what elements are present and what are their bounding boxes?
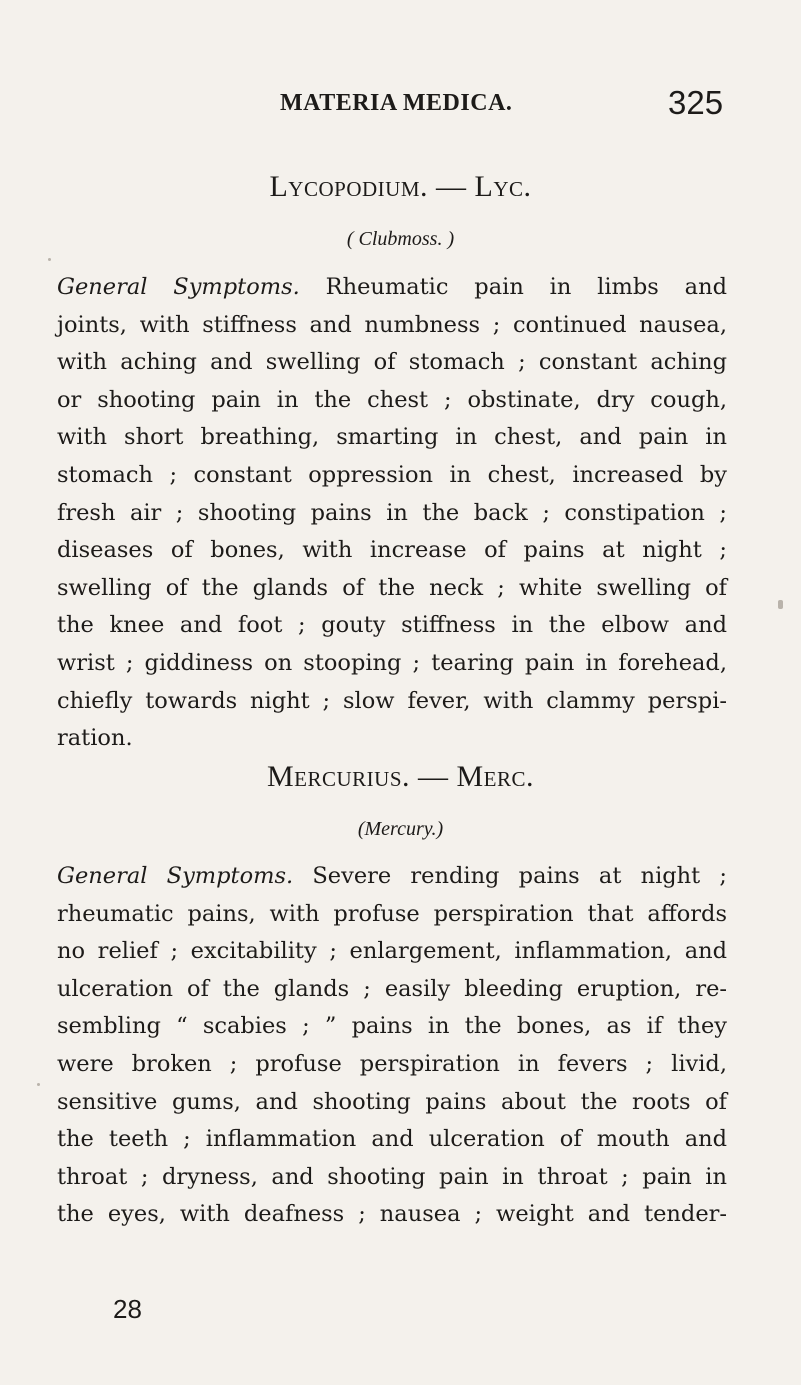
text-line: or shooting pain in the chest ; obstinate, dry cough, <box>57 386 727 413</box>
text-line: no relief ; excitability ; enlargement, inflammation, and <box>57 938 727 965</box>
text-line: sembling “ scabies ; ” pains in the bones, as if they <box>57 1013 727 1040</box>
text-line: the eyes, with deafness ; nausea ; weight and tender- <box>57 1201 727 1228</box>
text-line-content: Rheumatic pain in limbs and <box>325 274 727 300</box>
paper-speck <box>778 600 783 609</box>
text-line: the knee and foot ; gouty stiffness in the elbow and <box>57 612 727 639</box>
lead-label: General Symptoms. <box>57 274 300 300</box>
text-line: the teeth ; inflammation and ulceration of mouth and <box>57 1126 727 1153</box>
paper-speck <box>37 1083 40 1086</box>
text-line: rheumatic pains, with profuse perspiration that affords <box>57 900 727 927</box>
text-line: diseases of bones, with increase of pains at night ; <box>57 537 727 564</box>
text-line: ration. <box>57 725 133 752</box>
text-line: were broken ; profuse perspiration in fevers ; livid, <box>57 1050 727 1077</box>
text-line: with aching and swelling of stomach ; constant aching <box>57 349 727 376</box>
text-line: sensitive gums, and shooting pains about the roots of <box>57 1088 727 1115</box>
text-line: throat ; dryness, and shooting pain in throat ; pain in <box>57 1163 727 1190</box>
text-line: fresh air ; shooting pains in the back ; constipation ; <box>57 499 727 526</box>
text-line: ulceration of the glands ; easily bleeding eruption, re- <box>57 975 727 1002</box>
text-line: wrist ; giddiness on stooping ; tearing pain in forehead, <box>57 649 727 676</box>
text-line-content: Severe rending pains at night ; <box>312 863 727 889</box>
section-body-mercurius <box>57 858 727 1234</box>
text-line: with short breathing, smarting in chest, and pain in <box>57 424 727 451</box>
text-line: stomach ; constant oppression in chest, increased by <box>57 461 727 488</box>
running-title: MATERIA MEDICA. <box>280 90 513 116</box>
text-line <box>57 269 727 307</box>
text-line: swelling of the glands of the neck ; white swelling of <box>57 574 727 601</box>
text-line: chiefly towards night ; slow fever, with clammy perspi- <box>57 687 727 714</box>
section-subheading-lycopodium: ( Clubmoss. ) <box>346 228 455 250</box>
running-head <box>0 84 801 124</box>
section-subheading-mercurius: (Mercury.) <box>357 818 444 840</box>
section-body-lycopodium <box>57 269 727 758</box>
lead-label: General Symptoms. <box>57 863 294 889</box>
paper-speck <box>48 258 51 261</box>
page-number: 325 <box>668 84 724 121</box>
signature-mark: 28 <box>113 1294 142 1324</box>
text-line <box>57 858 727 896</box>
section-heading-mercurius: Mercurius. — Merc. <box>266 760 535 793</box>
text-line: joints, with stiffness and numbness ; continued nausea, <box>57 311 727 338</box>
section-heading-lycopodium: Lycopodium. — Lyc. <box>269 170 532 203</box>
